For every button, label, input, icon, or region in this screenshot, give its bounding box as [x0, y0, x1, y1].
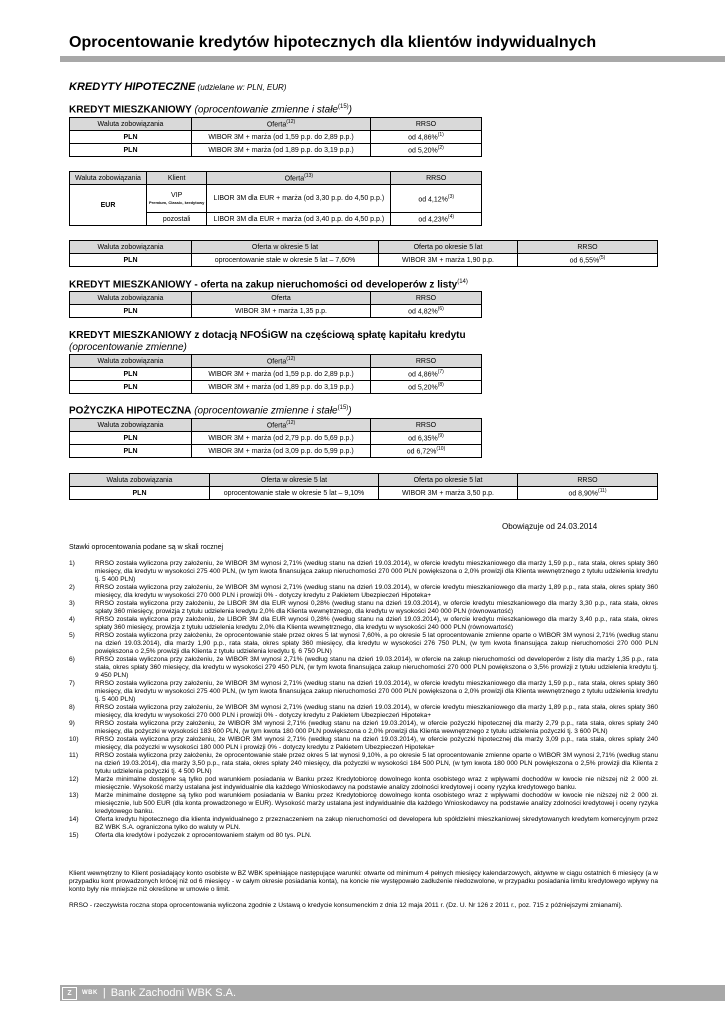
col-offer-after-5y: Oferta po okresie 5 lat	[379, 241, 518, 254]
footnote-number: 1)	[69, 560, 75, 567]
footnote-text: RRSO została wyliczona przy założeniu, że WIBOR 3M wynosi 2,71% (według stanu na dzień 19.03.2014), w ofercie kredytu mieszkaniowego dla marży 1,89 p.p., rata stała, okres spłaty 360 miesięcy, dla kredytu w wysokości 270 000 PLN i prowizji 0% - dotyczy kredytu z Pakietem Ubezpieczeń Hipoteka+	[95, 704, 658, 719]
col-currency: Waluta zobowiązania	[70, 172, 147, 185]
footnote-item	[69, 816, 658, 832]
cell-offer: WIBOR 3M + marża (od 1,89 p.p. do 3,19 p.p.)	[192, 144, 371, 157]
col-offer-sup: (12)	[286, 119, 296, 126]
col-offer	[192, 118, 371, 131]
s1-table-pln	[69, 117, 482, 157]
footnote-text: Oferta kredytu hipotecznego dla klienta indywidualnego z przeznaczeniem na zakup nieruchomości od developera lub spółdzielni mieszkaniowej skredytowanych kredytem komercyjnym przez BZ WBK S.A. ograniczona tylko do waluty w PLN.	[95, 816, 658, 831]
footnote-number: 5)	[69, 632, 75, 639]
rrso-footnote: (4)	[447, 214, 455, 221]
cell-rrso	[371, 144, 482, 157]
table-row	[70, 432, 482, 445]
col-rrso: RRSO	[371, 355, 482, 368]
footer-separator: |	[102, 987, 106, 999]
s1-table-fixed	[69, 240, 658, 267]
s4-title-italic: (oprocentowanie zmienne i stałe	[191, 405, 338, 417]
rrso-footnote: (3)	[447, 193, 455, 200]
brand-mark: WBK	[82, 990, 98, 996]
footnote-item	[69, 832, 658, 840]
page-title: Oprocentowanie kredytów hipotecznych dla klientów indywidualnych	[69, 34, 597, 51]
footer-bar	[60, 985, 725, 1001]
cell-currency: PLN	[70, 368, 192, 381]
cell-offer-5y: oprocentowanie stałe w okresie 5 lat – 7,60%	[192, 254, 379, 267]
col-currency: Waluta zobowiązania	[70, 118, 192, 131]
rrso-footnote: (6)	[437, 306, 444, 313]
rrso-footnote: (11)	[598, 488, 607, 495]
cell-offer: LIBOR 3M dla EUR + marża (od 3,40 p.p. do 4,50 p.p.)	[207, 213, 391, 226]
cell-offer: WIBOR 3M + marża 1,35 p.p.	[192, 305, 371, 318]
footnote-text: RRSO została wyliczona przy założeniu, że WIBOR 3M wynosi 2,71% (według stanu na dzień 19.03.2014), w ofercie na zakup nieruchomości od developerów z listy dla marży 1,35 p.p., rata stała, okres spłaty 360 miesięcy, dla kredytu w wysokości 279 450 PLN, (w tym kwota finansująca zakup nieruchomości 270 000 PLN powiększona o 3,5% prowizji z tytułu udzielenia kredytu tj. 9 450 PLN)	[95, 656, 658, 679]
footnote-number: 4)	[69, 616, 75, 623]
table-row	[70, 381, 482, 394]
s1-title	[69, 104, 352, 115]
cell-offer-5y: oprocentowanie stałe w okresie 5 lat – 9,10%	[210, 487, 379, 500]
footnote-number: 11)	[69, 752, 79, 759]
rrso-footnote: (1)	[437, 132, 444, 139]
rrso-footnote: (10)	[436, 446, 446, 453]
footnote-item	[69, 792, 658, 816]
cell-currency: PLN	[70, 381, 192, 394]
rates-intro: Stawki oprocentowania podane są w skali rocznej	[69, 544, 224, 551]
s1-table-eur	[69, 171, 482, 226]
col-offer	[192, 355, 371, 368]
s2-title	[69, 279, 468, 290]
footnote-item	[69, 776, 658, 792]
rrso-footnote: (2)	[437, 145, 444, 152]
valid-from-date: Obowiązuje od 24.03.2014	[502, 522, 598, 531]
table-row	[70, 445, 482, 458]
s4-title-close: )	[348, 405, 352, 417]
col-offer-sup: (12)	[286, 420, 296, 427]
cell-offer: LIBOR 3M dla EUR + marża (od 3,30 p.p. do 4,50 p.p.)	[207, 185, 391, 213]
col-currency: Waluta zobowiązania	[70, 241, 192, 254]
rrso-value: od 4,86%	[408, 134, 438, 142]
footnote-item	[69, 752, 658, 776]
table-row	[70, 254, 658, 267]
footnote-text: RRSO została wyliczona przy założeniu, że WIBOR 3M wynosi 2,71% (według stanu na dzień 19.03.2014), w ofercie kredytu mieszkaniowego dla marży 1,59 p.p., rata stała, okres spłaty 360 miesięcy, dla kredytu w wysokości 275 400 PLN, (w tym kwota finansująca zakup nieruchomości 270 000 PLN powiększona o 2,0% prowizji dla Klienta wewnętrznego z tytułu udzielenia kredytu tj. 5 400 PLN)	[95, 560, 658, 583]
cell-offer: WIBOR 3M + marża (od 1,59 p.p. do 2,89 p.p.)	[192, 131, 371, 144]
cell-currency: PLN	[70, 305, 192, 318]
rrso-value: od 5,20%	[408, 384, 438, 392]
rrso-footnote: (7)	[437, 369, 444, 376]
footnote-item	[69, 616, 658, 632]
footnote-item	[69, 680, 658, 704]
cell-rrso	[391, 213, 482, 226]
footnote-item	[69, 704, 658, 720]
table-row	[70, 185, 482, 213]
col-offer-5y: Oferta w okresie 5 lat	[210, 474, 379, 487]
col-offer-label: Oferta	[266, 422, 287, 430]
cell-rrso	[371, 131, 482, 144]
footnote-item	[69, 736, 658, 752]
heading-sub: (udzielane w: PLN, EUR)	[195, 83, 287, 92]
s1-title-italic: (oprocentowanie zmienne i stałe	[191, 104, 338, 116]
footnote-text: Oferta dla kredytów i pożyczek z oprocentowaniem stałym od 80 tys. PLN.	[95, 832, 312, 839]
footnote-text: RRSO została wyliczona przy założeniu, że WIBOR 3M wynosi 2,71% (według stanu na dzień 19.03.2014), w ofercie pożyczki hipotecznej dla marży 2,79 p.p., rata stała, okres spłaty 240 miesięcy, dla pożyczki w wysokości 183 600 PLN, (w tym kwota 180 000 PLN powiększona o 2,0% prowizji dla Klienta wewnętrznego z tytułu udzielenia pożyczki tj. 3 600 PLN)	[95, 720, 658, 735]
table-row	[70, 305, 482, 318]
cell-rrso	[391, 185, 482, 213]
s3-title: KREDYT MIESZKANIOWY z dotacją NFOŚiGW na częściową spłatę kapitału kredytu	[69, 330, 466, 341]
cell-offer: WIBOR 3M + marża (od 2,79 p.p. do 5,69 p.p.)	[192, 432, 371, 445]
cell-currency: PLN	[70, 254, 192, 267]
rrso-footnote: (9)	[437, 433, 444, 440]
rrso-value: od 8,90%	[568, 490, 599, 498]
bank-logo-icon: Z	[62, 987, 77, 1000]
s4-table	[69, 418, 482, 458]
footnote-number: 3)	[69, 600, 75, 607]
footnote-item	[69, 584, 658, 600]
s3-table	[69, 354, 482, 394]
col-offer-label: Oferta	[266, 358, 287, 366]
internal-client-definition: Klient wewnętrzny to Klient posiadający konto osobiste w BZ WBK spełniające następujące warunki: otwarte od minimum 4 pełnych miesięcy kalendarzowych, aktywne w ciągu ostatnich 6 miesięcy (a w przypadku kont prowadzonych krócej niż od 6 miesięcy - w całym okresie posiadania konta), na koncie nie występowało zadłużenie niedozwolone, w przypadku posiadania limitu kredytowego wpływy na konto były nie mniejsze niż określone w umowie o limit.	[69, 870, 658, 893]
s2-title-sup: (14)	[457, 279, 468, 285]
cell-currency: EUR	[70, 185, 147, 226]
col-rrso: RRSO	[371, 118, 482, 131]
footnote-number: 13)	[69, 792, 79, 799]
s2-table	[69, 291, 482, 318]
footnote-text: Marże minimalne dostępne są tylko pod warunkiem posiadania w Banku przez Kredytobiorcę dowolnego konta osobistego wraz z wpływami dochodów w kwocie nie niższej niż 2 000 zł. miesięcznie, lub 500 EUR (dla konta prowadzonego w EUR). Wysokość marży ustalana jest indywidualnie dla każdego Wnioskodawcy na podstawie analizy zdolności kredytowej i oceny ryzyka kredytowego banku.	[95, 792, 658, 815]
rrso-definition: RRSO - rzeczywista roczna stopa oprocentowania wyliczona zgodnie z Ustawą o kredycie konsumenckim z dnia 12 maja 2011 r. (Dz. U. Nr 126 z 2011 r., poz. 715 z późniejszymi zmianami).	[69, 902, 623, 909]
col-offer-5y: Oferta w okresie 5 lat	[192, 241, 379, 254]
cell-currency: PLN	[70, 432, 192, 445]
cell-rrso	[371, 305, 482, 318]
cell-currency: PLN	[70, 144, 192, 157]
footnote-number: 2)	[69, 584, 75, 591]
col-offer-label: Oferta	[284, 175, 305, 183]
footnote-item	[69, 560, 658, 584]
cell-offer-after-5y: WIBOR 3M + marża 1,90 p.p.	[379, 254, 518, 267]
col-client: Klient	[147, 172, 207, 185]
footnote-text: RRSO została wyliczona przy założeniu, że LIBOR 3M dla EUR wynosi 0,28% (według stanu na dzień 19.03.2014), w ofercie kredytu mieszkaniowego dla marży 3,30 p.p., rata stała, okres spłaty 360 miesięcy, prowizja z tytułu udzielenia kredytu 2,0% dla Klienta wewnętrznego, dla kredytu w wysokości 240 000 PLN (równowartość)	[95, 600, 658, 615]
col-offer	[192, 419, 371, 432]
table-row	[70, 144, 482, 157]
col-offer-sup: (13)	[304, 173, 314, 180]
cell-client-vip	[147, 185, 207, 213]
cell-currency: PLN	[70, 487, 210, 500]
cell-offer: WIBOR 3M + marża (od 1,89 p.p. do 3,19 p.p.)	[192, 381, 371, 394]
s4-title-bold: POŻYCZKA HIPOTECZNA	[69, 405, 192, 417]
col-rrso: RRSO	[371, 419, 482, 432]
s3-subtitle: (oprocentowanie zmienne)	[69, 342, 187, 353]
cell-rrso	[371, 445, 482, 458]
col-rrso: RRSO	[518, 474, 658, 487]
table-row	[70, 368, 482, 381]
footnote-number: 6)	[69, 656, 75, 663]
footnote-number: 14)	[69, 816, 79, 823]
heading-main: KREDYTY HIPOTECZNE	[69, 81, 196, 93]
col-offer-after-5y: Oferta po okresie 5 lat	[379, 474, 518, 487]
cell-offer-after-5y: WIBOR 3M + marża 3,50 p.p.	[379, 487, 518, 500]
client-vip-sub: Premium, Classic, kredytowy	[149, 200, 205, 205]
col-currency: Waluta zobowiązania	[70, 355, 192, 368]
footnote-item	[69, 656, 658, 680]
col-rrso: RRSO	[371, 292, 482, 305]
rrso-footnote: (8)	[437, 382, 444, 389]
footnote-item	[69, 720, 658, 736]
rrso-value: od 6,35%	[408, 435, 438, 443]
cell-rrso	[371, 381, 482, 394]
bank-name: Bank Zachodni WBK S.A.	[110, 987, 237, 999]
s4-table-fixed	[69, 473, 658, 500]
footnote-text: Marże minimalne dostępne są tylko pod warunkiem posiadania w Banku przez Kredytobiorcę dowolnego konta osobistego wraz z wpływami dochodów w kwocie nie niższej niż 2 000 zł. miesięcznie. Wysokość marży ustalana jest indywidualnie dla każdego Wnioskodawcy na podstawie analizy zdolności kredytowej i oceny ryzyka kredytowego banku.	[95, 776, 658, 791]
cell-rrso	[371, 368, 482, 381]
cell-currency: PLN	[70, 131, 192, 144]
cell-offer: WIBOR 3M + marża (od 3,09 p.p. do 5,99 p.p.)	[192, 445, 371, 458]
rrso-footnote: (5)	[599, 255, 606, 262]
s1-title-sup: (15)	[337, 104, 349, 110]
footnote-text: RRSO została wyliczona przy założeniu, że WIBOR 3M wynosi 2,71% (według stanu na dzień 19.03.2014), w ofercie kredytu mieszkaniowego dla marży 1,89 p.p., rata stała, okres spłaty 360 miesięcy, dla kredytu w wysokości 270 000 PLN i prowizji 0% - dotyczy kredytu z Pakietem Ubezpieczeń Hipoteka+	[95, 584, 658, 599]
cell-rrso	[518, 254, 658, 267]
table-row	[70, 131, 482, 144]
s4-title-sup: (15)	[337, 405, 349, 411]
footnote-number: 7)	[69, 680, 75, 687]
col-rrso: RRSO	[391, 172, 482, 185]
col-currency: Waluta zobowiązania	[70, 419, 192, 432]
s4-title	[69, 405, 352, 416]
footnote-text: RRSO została wyliczona przy założeniu, że WIBOR 3M wynosi 2,71% (według stanu na dzień 19.03.2014), w ofercie kredytu mieszkaniowego dla marży 1,59 p.p., rata stała, okres spłaty 360 miesięcy, dla kredytu w wysokości 275 400 PLN, (w tym kwota finansująca zakup nieruchomości 270 000 PLN powiększona o 2,0% prowizji dla Klienta wewnętrznego z tytułu udzielenia kredytu tj. 5 400 PLN)	[95, 680, 658, 703]
footnote-number: 9)	[69, 720, 75, 727]
s2-title-text: KREDYT MIESZKANIOWY - oferta na zakup nieruchomości od developerów z listy	[69, 279, 458, 291]
cell-offer: WIBOR 3M + marża (od 1,59 p.p. do 2,89 p.p.)	[192, 368, 371, 381]
cell-rrso	[371, 432, 482, 445]
cell-rrso	[518, 487, 658, 500]
footnote-item	[69, 632, 658, 656]
footnote-number: 10)	[69, 736, 79, 743]
col-rrso: RRSO	[518, 241, 658, 254]
section-heading	[69, 81, 286, 93]
col-offer-label: Oferta	[266, 121, 287, 129]
footnote-text: RRSO została wyliczona przy założeniu, że WIBOR 3M wynosi 2,71% (według stanu na dzień 19.03.2014), w ofercie pożyczki hipotecznej dla marży 3,09 p.p., rata stała, okres spłaty 240 miesięcy, dla pożyczki w wysokości 180 000 PLN i prowizji 0% - dotyczy kredytu z Pakietem Ubezpieczeń Hipoteka+	[95, 736, 658, 751]
footnote-text: RRSO została wyliczona przy założeniu, że oprocentowanie stałe przez okres 5 lat wynosi 7,60%, a po okresie 5 lat oprocentowanie zmienne oparte o WIBOR 3M wynosi 2,71% (według stanu na dzień 19.03.2014), dla marży 1,90 p.p., rata stała, okres spłaty 360 miesięcy, dla kredytu w wysokości 276 750 PLN, (w tym kwota finansująca zakup nieruchomości 270 000 PLN powiększona o 2,5% prowizji dla Klienta z tytułu udzielenia kredytu tj. 6 750 PLN)	[95, 632, 658, 655]
footnote-item	[69, 600, 658, 616]
s1-title-close: )	[348, 104, 352, 116]
rrso-value: od 6,72%	[406, 448, 437, 456]
rrso-value: od 4,82%	[408, 308, 438, 316]
client-vip: VIP	[171, 192, 183, 199]
col-currency: Waluta zobowiązania	[70, 292, 192, 305]
title-rule	[60, 56, 725, 62]
col-offer	[207, 172, 391, 185]
col-offer: Oferta	[192, 292, 371, 305]
rrso-value: od 4,12%	[418, 196, 448, 204]
col-offer-sup: (12)	[286, 356, 296, 363]
footnote-text: RRSO została wyliczona przy założeniu, że LIBOR 3M dla EUR wynosi 0,28% (według stanu na dzień 19.03.2014), w ofercie kredytu mieszkaniowego dla marży 3,40 p.p., rata stała, okres spłaty 360 miesięcy, prowizja z tytułu udzielenia kredytu 2,0% dla Klienta wewnętrznego, dla kredytu w wysokości 240 000 PLN (równowartość)	[95, 616, 658, 631]
footnote-number: 12)	[69, 776, 79, 783]
rrso-value: od 6,55%	[569, 257, 600, 265]
footnote-text: RRSO została wyliczona przy założeniu, że oprocentowanie stałe przez okres 5 lat wynosi 9,10%, a po okresie 5 lat oprocentowanie zmienne oparte o WIBOR 3M wynosi 2,71% (według stanu na dzień 19.03.2014), dla marży 3,50 p.p., rata stała, okres spłaty 240 miesięcy, dla pożyczki w wysokości 184 500 PLN, (w tym kwota 180 000 PLN powiększona o 2,5% prowizji dla Klienta z tytułu udzielenia pożyczki tj. 4 500 PLN)	[95, 752, 658, 775]
cell-currency: PLN	[70, 445, 192, 458]
s1-title-bold: KREDYT MIESZKANIOWY	[69, 104, 192, 116]
rrso-value: od 4,23%	[418, 216, 448, 224]
footnotes	[69, 560, 658, 840]
footnote-number: 15)	[69, 832, 79, 839]
col-currency: Waluta zobowiązania	[70, 474, 210, 487]
rrso-value: od 5,20%	[408, 147, 438, 155]
table-row	[70, 487, 658, 500]
cell-client-other: pozostali	[147, 213, 207, 226]
footnote-number: 8)	[69, 704, 75, 711]
rrso-value: od 4,86%	[408, 371, 438, 379]
